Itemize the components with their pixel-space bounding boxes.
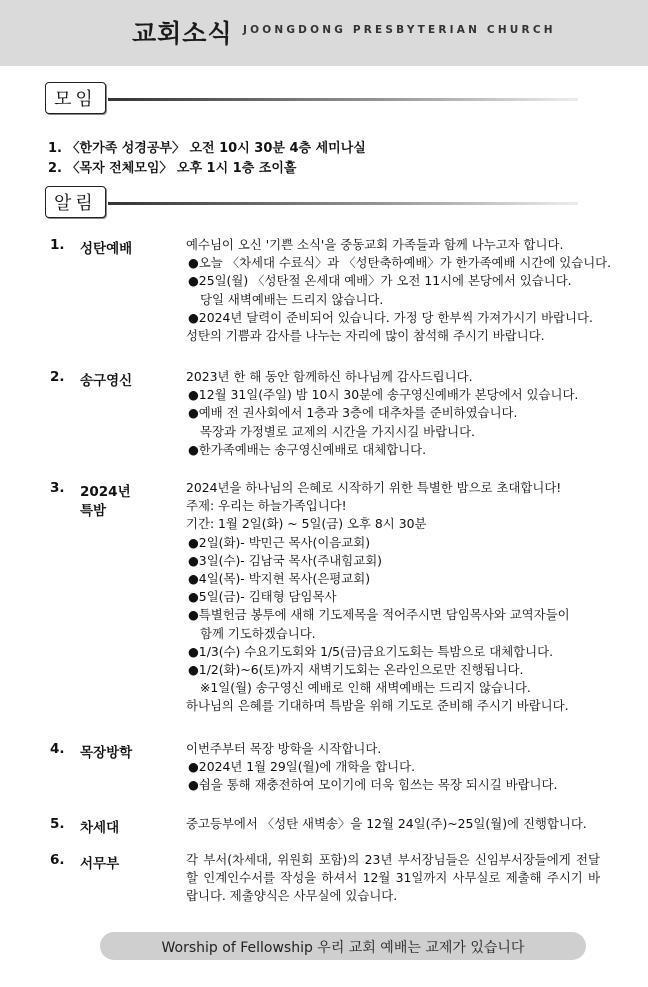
notice-line: 성탄의 기쁨과 감사를 나누는 자리에 많이 참석해 주시기 바랍니다. [186, 328, 545, 344]
notice-line: 2024년을 하나님의 은혜로 시작하기 위한 특별한 밤으로 초대합니다! [186, 480, 562, 495]
notice-body [186, 368, 606, 459]
notice-number: 1. [50, 237, 65, 253]
notice-line: 목장과 가정별로 교제의 시간을 가지시길 바랍니다. [200, 423, 475, 439]
notice-line: 예수님이 오신 '기쁜 소식'을 중동교회 가족들과 함께 나누고자 합니다. [186, 237, 564, 252]
notice-title: 2024년 [80, 484, 131, 500]
notice-line: ●한가족예배는 송구영신예배로 대체합니다. [188, 441, 427, 457]
notice-number: 3. [50, 480, 65, 496]
meeting-item: 2. 〈목자 전체모임〉 오후 1시 1층 조이홀 [48, 161, 297, 176]
notice-line: ※1일(월) 송구영신 예배로 인해 새벽예배는 드리지 않습니다. [200, 680, 531, 696]
notice-title: 차세대 [80, 820, 120, 836]
meeting-item: 1. 〈한가족 성경공부〉 오전 10시 30분 4층 세미나실 [48, 141, 366, 156]
page-title: 교회소식 [132, 19, 233, 48]
notice-line: ●2024년 1월 29일(월)에 개학을 합니다. [188, 759, 416, 775]
header-banner [0, 0, 648, 66]
notice-line: ●5일(금)- 김태형 담임목사 [188, 589, 337, 605]
notice-line: ●12월 31일(주일) 밤 10시 30분에 송구영신예배가 본당에서 있습니다. [188, 387, 579, 403]
meetings-heading: 모임 [45, 82, 106, 114]
church-name: JOONGDONG PRESBYTERIAN CHURCH [243, 24, 556, 36]
meetings-divider [108, 98, 578, 101]
notice-line: ●예배 전 권사회에서 1층과 3층에 대추차를 준비하였습니다. [188, 405, 518, 421]
notice-line: 당일 새벽예배는 드리지 않습니다. [200, 291, 384, 307]
notice-title-line2: 특밤 [80, 503, 107, 519]
notice-title: 송구영신 [80, 373, 133, 389]
notice-line: 2023년 한 해 동안 함께하신 하나님께 감사드립니다. [186, 369, 473, 384]
notices-divider [108, 202, 578, 205]
notice-line: 하나님의 은혜를 기대하며 특밤을 위해 기도로 준비해 주시기 바랍니다. [186, 698, 569, 714]
notice-title: 목장방학 [80, 745, 133, 761]
notice-line: ●1/2(화)~6(토)까지 새벽기도회는 온라인으로만 진행됩니다. [188, 662, 524, 678]
notice-line: 주제: 우리는 하늘가족입니다! [186, 498, 347, 514]
notice-line: ●4일(목)- 박지현 목사(은평교회) [188, 571, 371, 587]
notice-line: ●25일(월) 〈성탄절 온세대 예배〉가 오전 11시에 본당에서 있습니다. [188, 273, 572, 289]
notice-line: ●2일(화)- 박민근 목사(이음교회) [188, 534, 371, 550]
notices-heading: 알림 [45, 186, 106, 218]
notice-line: 이번주부터 목장 방학을 시작합니다. [186, 741, 382, 756]
notice-body [186, 851, 600, 906]
notice-body [186, 236, 612, 345]
notice-line: ●2024년 달력이 준비되어 있습니다. 가정 당 한부씩 가져가시기 바랍니다. [188, 309, 593, 325]
notice-line: ●1/3(수) 수요기도회와 1/5(금)금요기도회는 특밤으로 대체합니다. [188, 643, 554, 659]
notice-line: ●3일(수)- 김남국 목사(주내힘교회) [188, 552, 383, 568]
notice-body [186, 479, 606, 716]
notice-body [186, 815, 606, 833]
notice-number: 2. [50, 369, 65, 385]
notice-title: 서무부 [80, 856, 120, 872]
notice-body [186, 740, 606, 795]
notice-line: 함께 기도하겠습니다. [200, 625, 316, 641]
footer-slogan: Worship of Fellowship 우리 교회 예배는 교제가 있습니다 [161, 940, 525, 956]
notice-line: 각 부서(차세대, 위원회 포함)의 23년 부서장님들은 신임부서장들에게 전달할 인계인수서를 작성을 하셔서 12월 31일까지 사무실로 제출해 주시기 바랍니다. 제출양식은 사무실에 있습니다. [186, 852, 600, 904]
notice-title: 성탄예배 [80, 241, 133, 257]
notice-line: ●특별헌금 봉투에 새해 기도제목을 적어주시면 담임목사와 교역자들이 [188, 607, 570, 623]
notice-line: ●쉼을 통해 재충전하여 모이기에 더욱 힘쓰는 목장 되시길 바랍니다. [188, 777, 558, 793]
notice-line: 기간: 1월 2일(화) ~ 5일(금) 오후 8시 30분 [186, 516, 427, 532]
notice-line: ●오늘 〈차세대 수료식〉과 〈성탄축하예배〉가 한가족예배 시간에 있습니다. [188, 255, 612, 271]
footer-banner [100, 932, 586, 960]
notice-number: 5. [50, 816, 65, 832]
notice-number: 4. [50, 741, 65, 757]
notice-line: 중고등부에서 〈성탄 새벽송〉을 12월 24일(주)~25일(월)에 진행합니다. [186, 816, 587, 831]
notice-number: 6. [50, 852, 65, 868]
